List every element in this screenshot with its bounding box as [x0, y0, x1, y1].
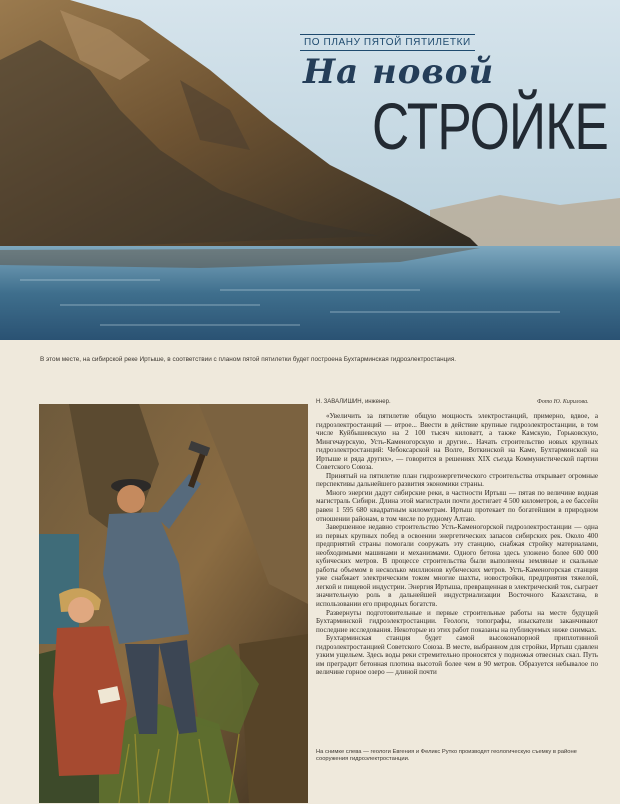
top-photo [0, 0, 620, 340]
top-photo-caption: В этом месте, на сибирской реке Иртыше, в соответствии с планом пятой пятилетки будет построена Бухтарминская гидроэлектростанция. [40, 356, 457, 363]
section-kicker: ПО ПЛАНУ ПЯТОЙ ПЯТИЛЕТКИ [300, 34, 475, 51]
headline-line2: СТРОЙКЕ [372, 89, 609, 163]
geologists-illustration [39, 404, 308, 803]
article-paragraph: Принятый на пятилетие план гидроэнергетического строительства открывает огромные перспективы дальнейшего развития экономики страны. [316, 471, 598, 489]
headline-line1: На новой [303, 52, 495, 92]
article-paragraph: Развернуты подготовительные и первые строительные работы на месте будущей Бухтарминской гидроэлектростанции. Геологи, топографы, изыскатели заканчивают последние исследования. Некоторые из этих работ показаны на публикуемых ниже снимках. [316, 608, 598, 634]
article-paragraph: Бухтарминская станция будет самой высоконапорной приплотинной гидроэлектростанцией Советского Союза. В месте, выбранном для стройки, Иртыш сдавлен узким ущельем. Здесь воды реки стремительно проносятся у подножья отвесных скал. Путь им преградит бетонная плотина высотой более чем в 90 метров. Образуется небывалое по величине горное озеро — длиной почти [316, 634, 598, 677]
river-landscape-illustration [0, 0, 620, 340]
article-paragraph: «Увеличить за пятилетие общую мощность электростанций, примерно, вдвое, а гидроэлектростанций — втрое... Ввести в действие крупные гидроэлектростанции, в том числе Куйбышевскую на 2 100 тысяч киловатт, а также Камскую, Горьковскую, Мингечаурскую, Усть-Каменогорскую и другие... Начать строительство новых крупных гидроэлектростанций: Чебоксарской на Волге, Воткинской на Каме, Бухтарминской на Иртыше и ряда других», — говорится в решениях XIX съезда Коммунистической партии Советского Союза. [316, 412, 598, 472]
article-body [316, 412, 598, 677]
geologists-photo [39, 404, 308, 803]
article-paragraph: Много энергии дадут сибирские реки, в частности Иртыш — пятая по величине водная магистраль Сибири. Длина этой магистрали почти достигает 4 500 километров, а ее бассейн равен 1 595 680 квадратным километрам. Иртыш протекает по богатейшим в природном отношении районам, в том числе по рудному Алтаю. [316, 488, 598, 523]
article-paragraph: Завершенное недавно строительство Усть-Каменогорской гидроэлектростанции — одна из первых крупных побед в освоении энергетических запасов сибирских рек. Около 400 предприятий страны помогали сооружать эту станцию, снабжая стройку материалами, необходимыми машинами и механизмами. Одного бетона здесь уложено более 600 000 кубических метров. В процессе строительства были выполнены земляные и скальные работы объемом в несколько миллионов кубических метров. Усть-Каменогорская станция уже снабжает электрическим током многие шахты, новостройки, предприятия тяжелой, легкой и пищевой индустрии. Энергия Иртыша, превращенная в электрический ток, сыграет значительную роль в дальнейшей индустриализации Восточного Казахстана, в использовании его природных богатств. [316, 523, 598, 609]
lower-photo-caption: На снимке слева — геологи Евгения и Феликс Рутко производят геологическую съемку в районе сооружения гидроэлектростанции. [316, 749, 577, 763]
author-credit: Н. ЗАВАЛИШИН, инженер. [316, 399, 391, 405]
photo-credit: Фото Ю. Кирилова. [537, 399, 589, 405]
